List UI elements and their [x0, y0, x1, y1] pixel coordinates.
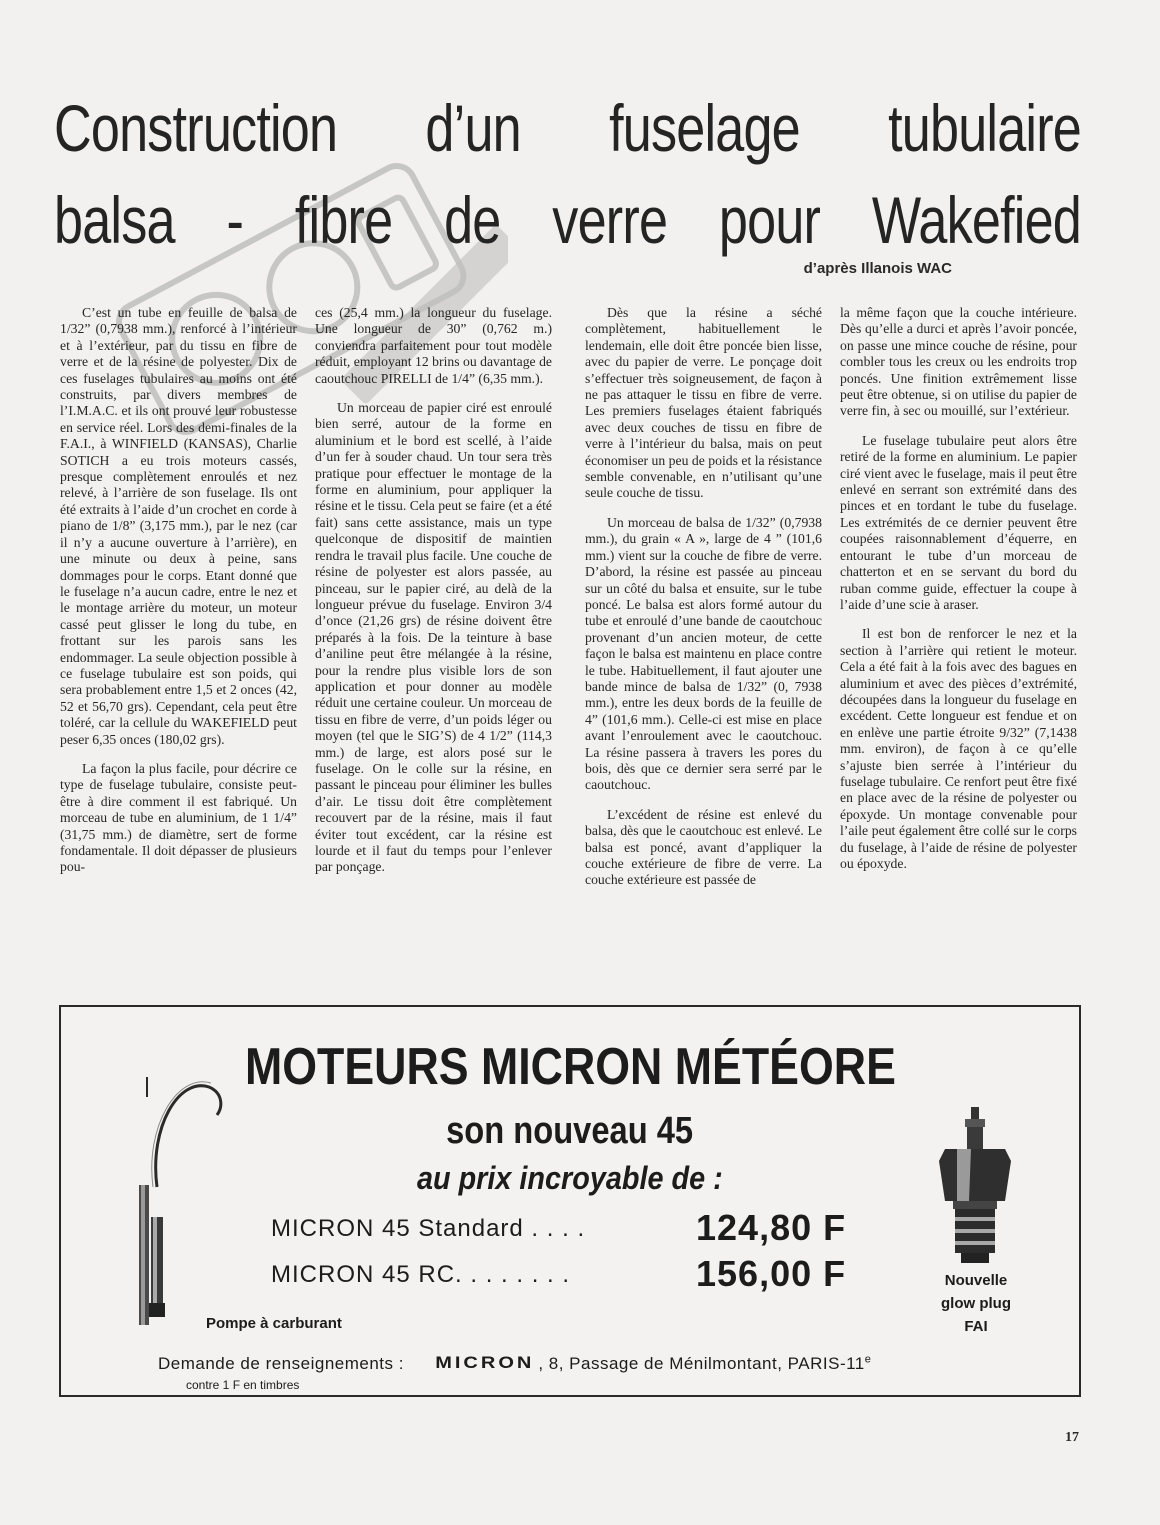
ad-contact-line: Demande de renseignements : MICRON , 8, Passage de Ménilmontant, PARIS-11e [158, 1353, 872, 1373]
paragraph: Un morceau de balsa de 1/32” (0,7938 mm.), du grain « A », large de 4 ” (101,6 mm.) vient sur la couche de fibre de verre. D’abord, la résine est passée au pinceau sur un côté du balsa et ensuite, sur le tube poncé. Le balsa est alors formé autour du tube et enroulé d’une bande de caoutchouc provenant d’un ancien moteur, de cette façon le balsa est maintenu en place contre le tube. Habituellement, il faut ajouter une bande mince de balsa de 1/32” (0, 7938 mm.), entre les deux bords de la feuille de 4” (101,6 mm.). Celle-ci est mise en place avant l’enroulement avec le caoutchouc. La résine passera à travers les pores du bois, dès que ce dernier sera serré par le caoutchouc. [585, 514, 822, 793]
paragraph: La façon la plus facile, pour décrire ce type de fuselage tubulaire, consiste peut-être à dire comment il est fabriqué. Un morceau de tube en aluminium, de 1 1/4” (31,75 mm.) de diamètre, sert de forme fondamentale. Il doit dépasser de plusieurs pou- [60, 760, 297, 875]
paragraph: ces (25,4 mm.) la longueur du fuselage. Une longueur de 30” (0,762 m.) conviendra parfaitement pour tout modèle réduit, employant 12 brins ou davantage de caoutchouc PIRELLI de 1/4” (6,35 mm.). [315, 305, 552, 386]
product-price: 156,00 F [696, 1253, 847, 1294]
ad-note: contre 1 F en timbres [186, 1378, 300, 1392]
article-title [54, 82, 1081, 266]
brand-logo: MICRON [435, 1353, 535, 1373]
paragraph: Le fuselage tubulaire peut alors être retiré de la forme en aluminium. Le papier ciré vient avec le fuselage, mais il peut être enlevé en serrant son extrémité dans des pinces et en tordant le tube du fuselage. Les extrémités de ce dernier peuvent être coupées raisonnablement d’équerre, en entourant le tube d’un morceau de chatterton et en se servant du bord du ruban comme guide, effectuer la coupe à l’aide d’une scie à araser. [840, 432, 1077, 612]
article-column-4 [840, 305, 1077, 995]
article-title-line-2: balsa - fibre de verre pour Wakefied [54, 183, 1081, 257]
paragraph: L’excédent de résine est enlevé du balsa, dès que le caoutchouc est enlevé. Le balsa est poncé, avant d’appliquer la couche extérieure de fibre de verre. La couche extérieure est passée de [585, 806, 822, 888]
price-row [271, 1207, 891, 1253]
contact-prefix: Demande de renseignements : [158, 1354, 404, 1373]
fuel-pump-icon [119, 1067, 229, 1327]
product-name: MICRON 45 Standard . . . . [271, 1215, 586, 1242]
glow-plug-label: Nouvelle glow plug FAI [941, 1272, 1011, 1335]
ad-subtitle: son nouveau 45 [446, 1110, 694, 1152]
pump-label: Pompe à carburant [206, 1315, 342, 1332]
contact-address: , 8, Passage de Ménilmontant, PARIS-11 [538, 1354, 865, 1373]
paragraph: Il est bon de renforcer le nez et la section à l’arrière qui retient le moteur. Cela a été fait à la fois avec des bagues en aluminium et avec des pièces d’extrémité, découpées dans la longueur du fuselage en excédent. Cette longueur est fendue et on en enlève une partie étroite 9/32” (7,1438 mm. environ), de façon à ce qu’elle s’ajuste bien serrée à l’intérieur du fuselage tubulaire. Ce renfort peut être fixé en place avec de la résine de polyester ou époxyde. Un montage convenable pour l’aile peut également être collé sur le corps du fuselage, à l’aide de résine de polyester ou époxyde. [840, 626, 1077, 871]
product-price: 124,80 F [696, 1207, 847, 1248]
article-byline: d’après Illanois WAC [803, 260, 952, 277]
article-title-line-1: Construction d’un fuselage tubulaire [54, 91, 1081, 165]
glow-plug-icon [935, 1105, 1015, 1265]
price-row [271, 1253, 891, 1299]
paragraph: Un morceau de papier ciré est enroulé bien serré, autour de la forme en aluminium et le bord est scellé, à l’aide d’un fer à souder chaud. Un tour sera très pratique pour effectuer le montage de la forme en aluminium, pour appliquer la résine et le tissu. Cela peut se faire (et a été fait) sans cette assistance, mais un type quelconque de dispositif de maintien rendra le travail plus facile. Une couche de résine de polyester est alors passée, au pinceau, sur le papier ciré, au delà de la longueur prévue du fuselage. Environ 3/4 d’once (21,26 grs) de résine doivent être préparés à la fois. De la teinture à base d’aniline peut être mélangée à la résine, pour la rendre plus visible lors de son application et pour donner au modèle réduit une certaine couleur. Un morceau de tissu en fibre de verre, d’un poids léger ou moyen (tel que le SIG’S) de 4 1/2” (114,3 mm.) de large, est alors posé sur le fuselage. On le colle sur la résine, en passant le pinceau pour éliminer les bulles d’air. Le tissu doit être complètement recouvert par de la résine, mais il faut éviter tout excédent, car la résine est lourde et il faut du temps pour l’enlever par ponçage. [315, 400, 552, 875]
page-number: 17 [1065, 1430, 1079, 1445]
paragraph: C’est un tube en feuille de balsa de 1/32” (0,7938 mm.), renforcé à l’intérieur et à l’extérieur, par du tissu en fibre de verre et de la résine de polyester. Dix de ces fuselages tubulaires au moins ont été construits, par divers membres de l’I.M.A.C. et ils ont prouvé leur robustesse en service réel. Lors des demi-finales de la F.A.I., à WINFIELD (KANSAS), Charlie SOTICH a eu trois moteurs cassés, presque complètement enroulés et nez relevé, à l’arrière de son fuselage. Ils ont été extraits à l’aide d’un crochet en corde à piano de 1/8” (3,175 mm.), par le nez (car il n’y a aucune ouverture à l’arrière), en une minute ou deux à peine, sans dommages pour le corps. Etant donné que le fuselage n’a aucun cadre, entre le nez et le montage arrière du moteur, un moteur cassé peut glisser le long du tube, en frottant sur les parois sans les endommager. La seule objection possible à ce fuselage tubulaire est son poids, qui sera probablement entre 1,5 et 2 onces (42, 52 et 56,70 grs). Cependant, cela peut être toléré, car la cellule du WAKEFIELD peut peser 6,35 onces (180,02 grs). [60, 305, 297, 747]
paragraph: Dès que la résine a séché complètement, habituellement le lendemain, elle doit être poncée bien lisse, avec du papier de verre. Le ponçage doit s’effectuer très soigneusement, de façon à ne pas attaquer le tissu en fibre de verre. Les premiers fuselages étaient fabriqués avec deux couches de tissu en fibre de verre à l’intérieur du balsa, mais on peut économiser un peu de poids et la résistance semble convenable, en n’utilisant qu’une seule couche de tissu. [585, 305, 822, 501]
advertisement-box [59, 1005, 1081, 1397]
article-column-1 [60, 305, 297, 995]
ad-tagline: au prix incroyable de : [417, 1160, 723, 1196]
article-column-2 [315, 305, 552, 995]
article-column-3 [585, 305, 822, 995]
paragraph: la même façon que la couche intérieure. Dès qu’elle a durci et après l’avoir poncée, on passe une mince couche de résine, pour combler tous les creux ou les endroits trop poncés. Une finition extrêmement lisse peut être obtenue, si on utilise du papier de verre fin, à sec ou mouillé, sur l’extérieur. [840, 305, 1077, 419]
ad-title: MOTEURS MICRON MÉTÉORE [244, 1038, 896, 1096]
product-name: MICRON 45 RC. . . . . . . . [271, 1261, 571, 1288]
article-body [60, 305, 1085, 995]
